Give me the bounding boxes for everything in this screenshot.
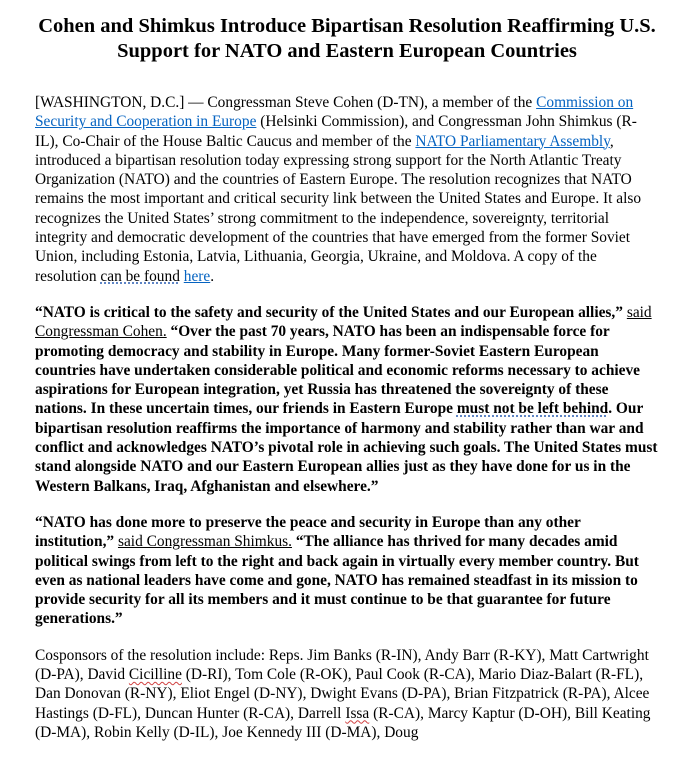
intro-paragraph: [WASHINGTON, D.C.] — Congressman Steve Cohen (D-TN), a member of the Commission on Security and Cooperation in Europe (Helsinki Commission), and Congressman John Shimkus (R-IL), Co-Chair of the House Baltic Caucus and member of the NATO Parliamentary Assembly, introduced a bipartisan resolution today expressing strong support for the North Atlantic Treaty Organization (NATO) and the countries of Eastern Europe. The resolution recognizes that NATO remains the most important and critical security link between the United States and Europe. It also recognizes the United States’ strong commitment to the independence, sovereignty, territorial integrity and democratic development of the countries that have emerged from the former Soviet Union, including Estonia, Latvia, Lithuania, Georgia, Ukraine, and Moldova. A copy of the resolution can be found here. <box>35 94 642 285</box>
grammar-marked-phrase: can be found <box>100 267 180 285</box>
intro-text-1: [WASHINGTON, D.C.] — Congressman Steve Cohen (D-TN), a member of the <box>35 94 537 111</box>
cosponsors-text-a: Cosponsors of the resolution include: Reps. Jim Banks (R-IN), Andy Barr (R-KY), Matt Cartwright (D-PA), David <box>35 646 649 684</box>
cohen-quote-body-a: “Over the past 70 years, NATO has been an indispensable force for promoting democracy and stability in Europe. Many former-Soviet Eastern European countries have undertaken considerable political and economic reforms necessary to achieve aspirations for European integration, yet Russia has threatened the sovereignty of these nations. In these uncertain times, our friends in Eastern Europe <box>35 323 641 418</box>
nato-parliamentary-assembly-link[interactable]: NATO Parliamentary Assembly <box>415 132 610 150</box>
cosponsors-text-b: (D-RI), Tom Cole (R-OK), Paul Cook (R-CA), Mario Diaz-Balart (R-FL), Dan Donovan (R-NY), Eliot Engel (D-NY), Dwight Evans (D-PA), Brian Fitzpatrick (R-PA), Alcee Hastings (D-FL), Duncan Hunter (R-CA), Darrell <box>35 666 650 722</box>
press-release-title: Cohen and Shimkus Introduce Bipartisan Resolution Reaffirming U.S. Support for NATO and Eastern European Countries <box>38 15 656 62</box>
shimkus-quote-paragraph <box>35 513 659 629</box>
cohen-quote-body-b: . Our bipartisan resolution reaffirms the importance of harmony and stability rather than war and conflict and acknowledges NATO’s pivotal role in achieving such goals. The United States must stand alongside NATO and our Eastern European allies just as they have done for us in the Western Balkans, Iraq, Afghanistan and elsewhere.” <box>35 400 658 495</box>
shimkus-quote-opening: “NATO has done more to preserve the peace and security in Europe than any other institution,” <box>35 513 581 551</box>
intro-text-2: (Helsinki Commission), and Congressman John Shimkus (R-IL), Co-Chair of the House Baltic Caucus and member of the <box>35 113 637 150</box>
spellcheck-marked-name: Cicilline <box>128 666 182 684</box>
shimkus-quote-body: “The alliance has thrived for many decades amid political swings from left to the right and back again in virtually every member country. But even as national leaders have come and gone, NATO has remained steadfast in its mission to provide security for all its members and it must continue to be that guarantee for future generations.” <box>35 533 639 628</box>
cosponsors-paragraph <box>35 646 659 742</box>
resolution-here-link[interactable]: here <box>183 267 211 285</box>
cohen-quote-paragraph <box>35 303 659 496</box>
helsinki-commission-link[interactable]: Commission on Security and Cooperation in Europe <box>35 94 634 131</box>
spellcheck-marked-name-issa: Issa <box>345 704 370 722</box>
shimkus-attribution: said Congressman Shimkus. <box>117 533 292 551</box>
cohen-quote-opening: “NATO is critical to the safety and security of the United States and our European allies,” <box>35 303 627 321</box>
cohen-attribution: said Congressman Cohen. <box>35 303 652 341</box>
grammar-marked-quote-phrase: must not be left behind <box>456 400 609 418</box>
intro-text-3: , introduced a bipartisan resolution today expressing strong support for the North Atlantic Treaty Organization (NATO) and the countries of Eastern Europe. The resolution recognizes that NATO remains the most important and critical security link between the United States and Europe. It also recognizes the United States’ strong commitment to the independence, sovereignty, territorial integrity and democratic development of the countries that have emerged from the former Soviet Union, including Estonia, Latvia, Lithuania, Georgia, Ukraine, and Moldova. A copy of the resolution <box>35 132 642 285</box>
cosponsors-text-c: (R-CA), Marcy Kaptur (D-OH), Bill Keating (D-MA), Robin Kelly (D-IL), Joe Kennedy III (D-MA), Doug <box>35 704 651 741</box>
